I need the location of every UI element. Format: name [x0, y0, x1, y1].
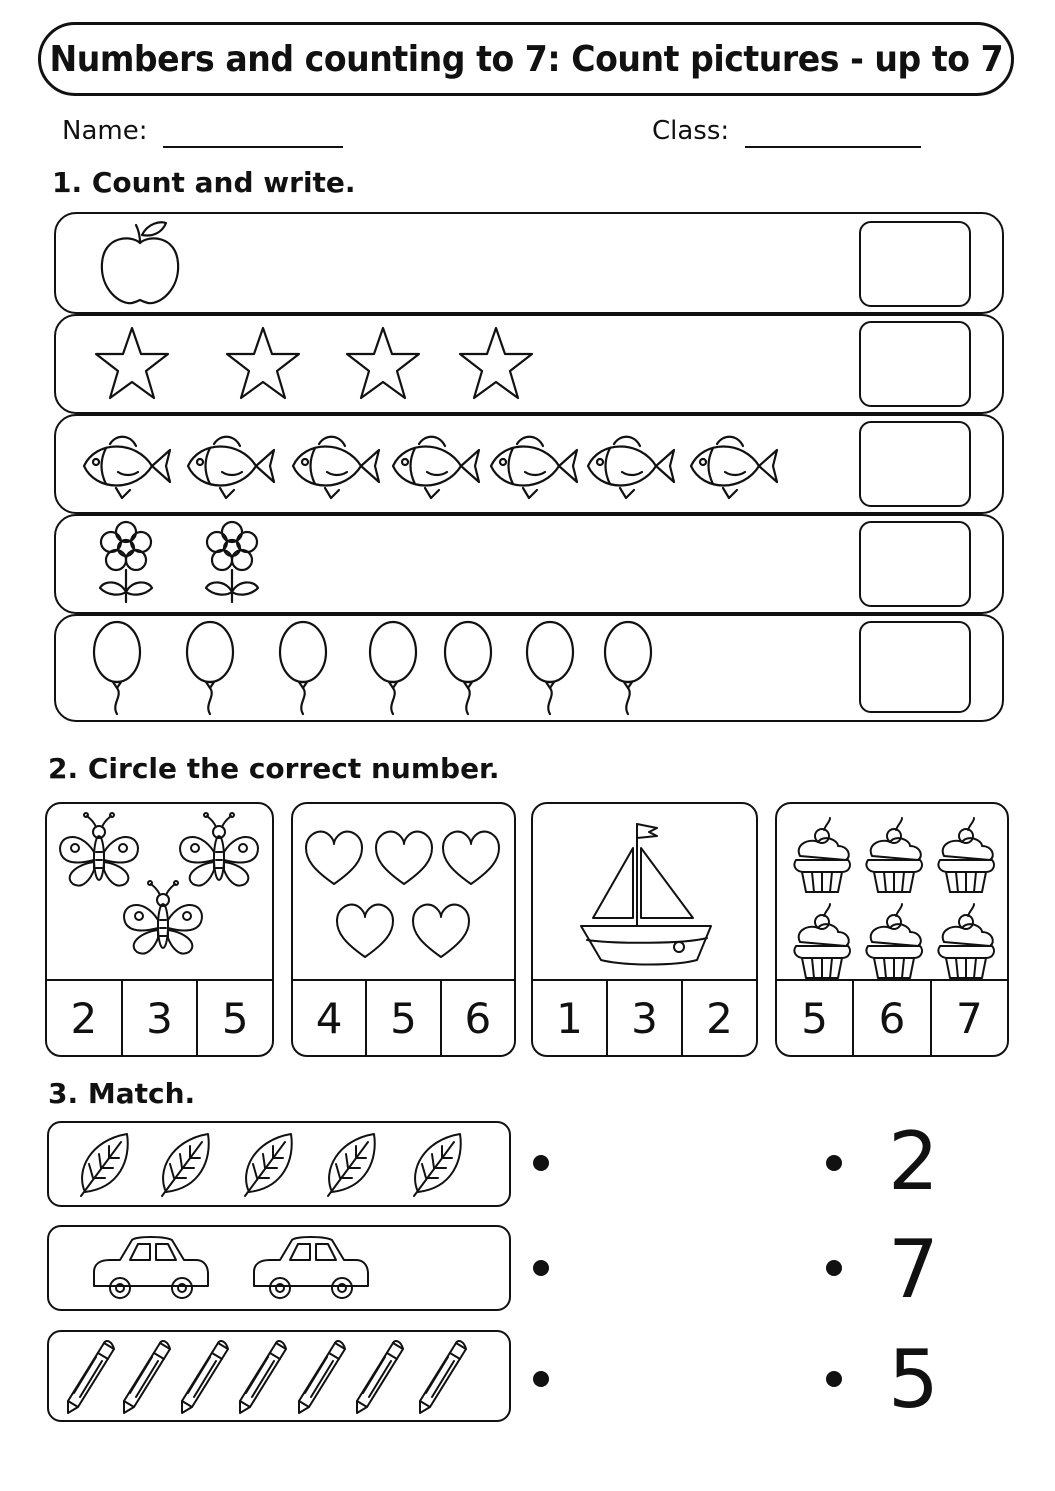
- number-option[interactable]: 5: [801, 993, 829, 1043]
- section1-title: 1. Count and write.: [52, 166, 356, 199]
- car-icon: [94, 1237, 208, 1298]
- leaf-icon: [245, 1134, 292, 1196]
- number-option[interactable]: 1: [556, 993, 583, 1043]
- leaf-icon: [414, 1134, 461, 1196]
- pencil-icon: [182, 1341, 228, 1413]
- name-label: Name:: [62, 116, 148, 146]
- number-option[interactable]: 7: [930, 981, 1007, 1055]
- section2-title: 2. Circle the correct number.: [48, 752, 500, 785]
- number-option[interactable]: 3: [121, 981, 197, 1055]
- class-label: Class:: [652, 116, 730, 146]
- leaf-icon: [328, 1134, 375, 1196]
- match-number: 5: [888, 1333, 939, 1426]
- match-number: 2: [888, 1115, 939, 1208]
- leaf-icon: [162, 1134, 209, 1196]
- number-option[interactable]: 6: [852, 981, 929, 1055]
- number-option[interactable]: 2: [70, 993, 98, 1043]
- section3-title: 3. Match.: [48, 1077, 196, 1110]
- pencil-icon: [299, 1341, 345, 1413]
- pencil-icon: [124, 1341, 170, 1413]
- pencil-icon: [68, 1341, 114, 1413]
- pencil-icon: [357, 1341, 403, 1413]
- number-option[interactable]: 2: [681, 981, 756, 1055]
- leaf-icon: [81, 1134, 128, 1196]
- number-option[interactable]: 5: [196, 981, 272, 1055]
- page-title: Numbers and counting to 7: Count pictures - up to 7: [49, 38, 1003, 80]
- match-number: 7: [888, 1223, 939, 1316]
- number-option[interactable]: 5: [365, 981, 439, 1055]
- number-option[interactable]: 6: [440, 981, 514, 1055]
- car-icon: [254, 1237, 368, 1298]
- number-option[interactable]: 3: [606, 981, 681, 1055]
- pencil-icon: [240, 1341, 286, 1413]
- pencil-icon: [420, 1341, 466, 1413]
- number-option[interactable]: 4: [315, 993, 343, 1043]
